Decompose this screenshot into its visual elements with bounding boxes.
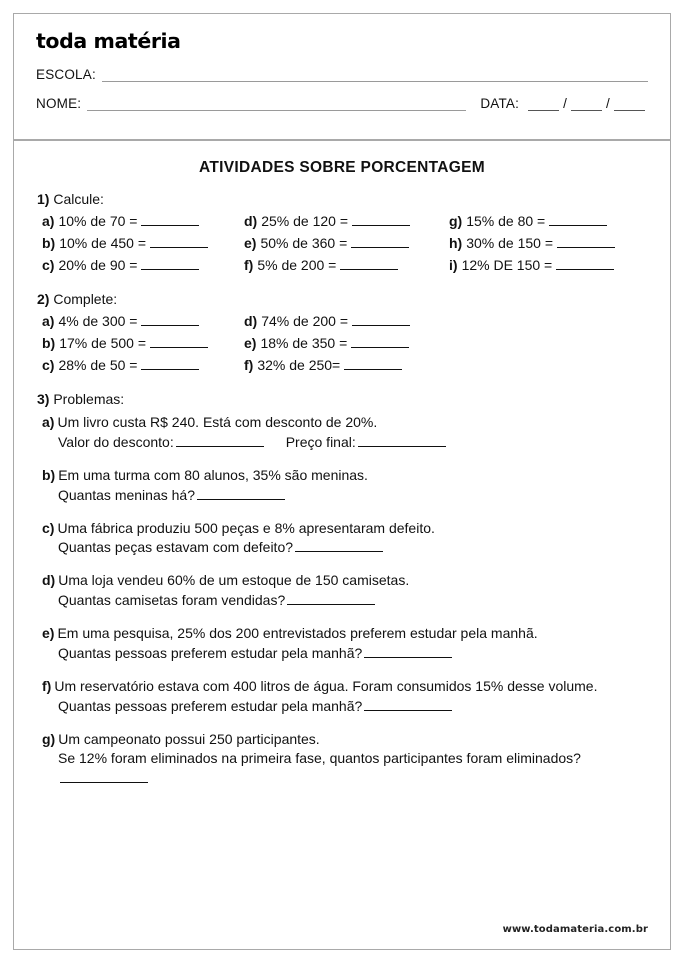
problem-answer-line	[58, 697, 648, 717]
problem-label: g)	[42, 730, 56, 747]
item-text: 28% de 50 =	[58, 357, 138, 373]
section-2-label: Complete:	[53, 291, 118, 307]
name-input-line[interactable]	[87, 98, 466, 111]
item-answer-blank[interactable]	[352, 214, 410, 226]
name-date-field-row	[36, 96, 648, 111]
problem-answer-blank[interactable]	[197, 488, 285, 500]
item-label: d)	[244, 313, 258, 329]
exercise-item	[449, 213, 648, 229]
brand-logo: toda matéria	[36, 29, 181, 53]
date-separator-2: /	[606, 95, 610, 111]
date-year-input[interactable]	[614, 99, 645, 111]
item-answer-blank[interactable]	[351, 336, 409, 348]
problem-answer-line	[58, 538, 648, 558]
problem-answer-blank[interactable]	[364, 646, 452, 658]
section-2-heading	[37, 291, 648, 307]
item-answer-blank[interactable]	[344, 358, 402, 370]
section-3-heading	[37, 391, 648, 407]
section-1-heading	[37, 191, 648, 207]
item-answer-blank[interactable]	[352, 314, 410, 326]
item-answer-blank[interactable]	[141, 258, 199, 270]
item-answer-blank[interactable]	[141, 314, 199, 326]
school-label: ESCOLA:	[36, 66, 96, 82]
problem-statement: Um reservatório estava com 400 litros de água. Foram consumidos 15% desse volume.	[54, 677, 598, 694]
item-label: c)	[42, 357, 55, 373]
problem-statement: Uma loja vendeu 60% de um estoque de 150 camisetas.	[58, 572, 410, 589]
problem-item	[42, 730, 648, 790]
item-answer-blank[interactable]	[141, 214, 199, 226]
problem-answer-prompt: Quantas peças estavam com defeito?	[58, 539, 294, 556]
problem-statement-line	[42, 730, 648, 750]
item-label: c)	[42, 257, 55, 273]
date-label: DATA:	[480, 95, 520, 111]
problem-answer-line	[58, 644, 648, 664]
problem-answer-blank-2[interactable]	[358, 435, 446, 447]
item-answer-blank[interactable]	[557, 236, 615, 248]
item-text: 5% de 200 =	[257, 257, 337, 273]
problem-item	[42, 519, 648, 559]
exercise-item	[42, 235, 244, 251]
problem-label: c)	[42, 519, 55, 536]
problem-item	[42, 624, 648, 664]
exercise-item	[449, 257, 648, 273]
problem-answer-prompt: Quantas meninas há?	[58, 486, 195, 503]
item-answer-blank[interactable]	[150, 236, 208, 248]
section-3-number: 3)	[37, 391, 50, 407]
problem-answer-line	[58, 486, 648, 506]
item-label: b)	[42, 235, 56, 251]
item-label: b)	[42, 335, 56, 351]
date-separator-1: /	[563, 95, 568, 111]
problem-label: d)	[42, 572, 56, 589]
problem-answer-blank[interactable]	[176, 435, 264, 447]
section-spacer	[36, 273, 648, 291]
problem-statement-line	[42, 677, 648, 697]
problem-answer-line	[58, 591, 648, 611]
item-answer-blank[interactable]	[556, 258, 614, 270]
problem-answer-prompt: Quantas pessoas preferem estudar pela manhã?	[58, 697, 363, 714]
item-label: f)	[244, 257, 254, 273]
school-input-line[interactable]	[102, 69, 648, 82]
problem-label: b)	[42, 466, 56, 483]
problem-answer-line	[58, 433, 648, 453]
item-answer-blank[interactable]	[141, 358, 199, 370]
problem-statement-line	[42, 571, 648, 591]
problem-answer-line	[58, 749, 648, 789]
problem-answer-prompt: Quantas pessoas preferem estudar pela manhã?	[58, 644, 363, 661]
section-spacer	[36, 373, 648, 391]
exercise-item	[42, 335, 244, 351]
section-3-label: Problemas:	[53, 391, 125, 407]
exercise-item	[42, 213, 244, 229]
item-text: 12% DE 150 =	[461, 257, 553, 273]
item-text: 50% de 360 =	[260, 235, 348, 251]
item-answer-blank[interactable]	[351, 236, 409, 248]
problem-answer-prompt: Se 12% foram eliminados na primeira fase, quantos participantes foram eliminados?	[58, 750, 581, 767]
exercise-item	[244, 213, 449, 229]
problem-statement-line	[42, 466, 648, 486]
date-month-input[interactable]	[571, 99, 602, 111]
exercise-item	[244, 235, 449, 251]
footer-website: www.todamateria.com.br	[502, 924, 648, 935]
item-answer-blank[interactable]	[340, 258, 398, 270]
problem-answer-prompt: Quantas camisetas foram vendidas?	[58, 592, 286, 609]
school-field-row	[36, 67, 648, 82]
exercise-item	[244, 335, 648, 351]
section-2-number: 2)	[37, 291, 50, 307]
problem-answer-blank[interactable]	[364, 699, 452, 711]
problem-label: f)	[42, 677, 52, 694]
item-text: 10% de 450 =	[59, 235, 147, 251]
exercise-item	[42, 357, 244, 373]
name-label: NOME:	[36, 95, 82, 111]
item-text: 20% de 90 =	[58, 257, 138, 273]
item-label: i)	[449, 257, 458, 273]
problem-statement-line	[42, 624, 648, 644]
problem-statement: Uma fábrica produziu 500 peças e 8% apresentaram defeito.	[57, 519, 435, 536]
date-field-group	[466, 96, 648, 111]
worksheet-page	[13, 13, 671, 950]
problem-statement: Um livro custa R$ 240. Está com desconto de 20%.	[57, 414, 378, 430]
problem-statement-line	[42, 413, 648, 433]
exercise-item	[42, 257, 244, 273]
date-day-input[interactable]	[528, 99, 559, 111]
item-label: a)	[42, 213, 55, 229]
problem-label: e)	[42, 625, 55, 641]
item-label: a)	[42, 313, 55, 329]
item-label: d)	[244, 213, 258, 229]
item-label: e)	[244, 335, 257, 351]
worksheet-content	[14, 141, 670, 789]
problem-label: a)	[42, 414, 55, 430]
problem-item	[42, 466, 648, 506]
item-text: 25% de 120 =	[261, 213, 349, 229]
item-text: 17% de 500 =	[59, 335, 147, 351]
section-1-label: Calcule:	[53, 191, 104, 207]
problem-answer-prompt: Valor do desconto:	[58, 433, 174, 450]
section-1-items	[42, 213, 648, 273]
item-text: 30% de 150 =	[466, 235, 554, 251]
problem-statement: Em uma turma com 80 alunos, 35% são meninas.	[58, 466, 368, 483]
item-label: h)	[449, 235, 463, 251]
problem-answer-blank[interactable]	[295, 540, 383, 552]
problem-statement: Em uma pesquisa, 25% dos 200 entrevistados preferem estudar pela manhã.	[57, 625, 538, 641]
problem-item	[42, 571, 648, 611]
item-text: 15% de 80 =	[466, 213, 546, 229]
worksheet-header	[14, 14, 670, 141]
problem-item	[42, 677, 648, 717]
exercise-item	[449, 235, 648, 251]
item-text: 74% de 200 =	[261, 313, 349, 329]
item-label: g)	[449, 213, 463, 229]
item-label: f)	[244, 357, 254, 373]
exercise-item	[42, 313, 244, 329]
problem-answer-prompt-2: Preço final:	[285, 433, 356, 450]
exercise-item	[244, 257, 449, 273]
item-text: 10% de 70 =	[58, 213, 138, 229]
exercise-item	[244, 313, 648, 329]
item-text: 18% de 350 =	[260, 335, 348, 351]
item-answer-blank[interactable]	[549, 214, 607, 226]
problem-statement-line	[42, 519, 648, 539]
item-text: 4% de 300 =	[58, 313, 138, 329]
item-text: 32% de 250=	[257, 357, 341, 373]
exercise-item	[244, 357, 648, 373]
problem-item	[42, 413, 648, 453]
problem-answer-blank[interactable]	[287, 593, 375, 605]
item-answer-blank[interactable]	[150, 336, 208, 348]
problem-answer-blank[interactable]	[60, 771, 148, 783]
section-2-items	[42, 313, 648, 373]
section-1-number: 1)	[37, 191, 50, 207]
page-title: ATIVIDADES SOBRE PORCENTAGEM	[199, 159, 485, 176]
problem-statement: Um campeonato possui 250 participantes.	[58, 730, 320, 747]
item-label: e)	[244, 235, 257, 251]
